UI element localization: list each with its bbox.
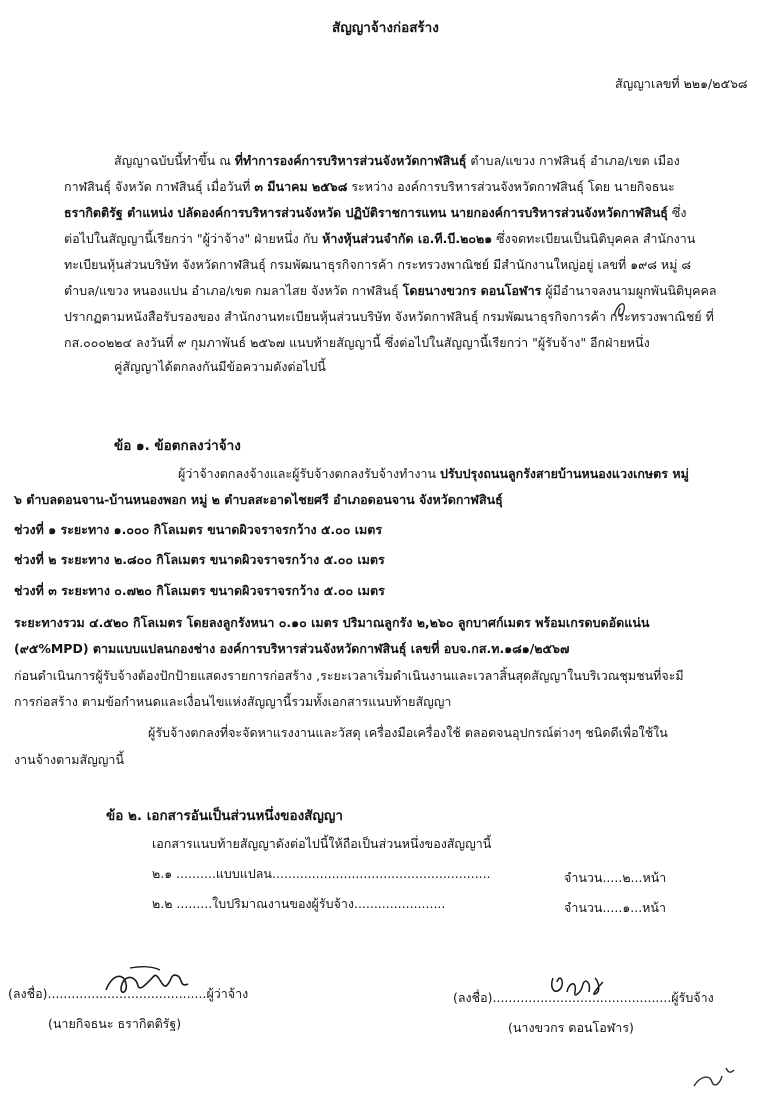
- intro-line-1: [114, 153, 680, 169]
- intro-text: ตำบล/แขวง กาฬสินธุ์ อำเภอ/เขต เมือง: [466, 153, 680, 168]
- intro-line-9: [114, 359, 326, 375]
- intro-bold: ๓ มีนาคม ๒๕๖๘: [254, 179, 348, 194]
- labor-line-1: ผู้รับจ้างตกลงที่จะจัดหาแรงงานและวัสดุ เครื่องมือเครื่องใช้ ตลอดจนอุปกรณ์ต่างๆ ชนิดดีเพื่อใช้ใน: [148, 725, 668, 740]
- employer-name: (นายกิจธนะ ธรากิตติรัฐ): [48, 1016, 182, 1031]
- sign-line-1: ก่อนดำเนินการผู้รับจ้างต้องปักป้ายแสดงรายการก่อสร้าง ,ระยะเวลาเริ่มดำเนินงานและเวลาสิ้นสุดสัญญาในบริเวณชุมชนที่จะมี: [14, 668, 684, 683]
- contractor-name: (นางขวกร ดอนโอฬาร): [508, 1020, 634, 1035]
- employer-signature: [100, 962, 196, 1002]
- initials-mark: [690, 1062, 738, 1095]
- intro-bold: ห้างหุ้นส่วนจำกัด เอ.ที.บี.๒๐๒๑: [322, 231, 493, 246]
- doc-item-1: ๒.๑ ..........แบบแปลน.......................................................: [152, 866, 491, 881]
- labor-line-2: งานจ้างตามสัญญานี้: [14, 752, 124, 767]
- initials-mark: [610, 296, 630, 325]
- employer-sign-line: (ลงชื่อ)........................................ผู้ว่าจ้าง: [8, 986, 249, 1001]
- intro-text: ต่อไปในสัญญานี้เรียกว่า "ผู้ว่าจ้าง" ฝ่ายหนึ่ง กับ: [64, 231, 323, 246]
- contractor-signature: [545, 968, 609, 1002]
- document-title: สัญญาจ้างก่อสร้าง: [332, 20, 439, 36]
- intro-text: ซึ่งจดทะเบียนเป็นนิติบุคคล สำนักงาน: [492, 231, 696, 246]
- intro-text: กส.๐๐๐๒๒๔ ลงวันที่ ๙ กุมภาพันธ์ ๒๕๖๗ แนบท้ายสัญญานี้ ซึ่งต่อไปในสัญญานี้เรียกว่า "ผู้รับจ้าง" อีกฝ่ายหนึ่ง: [64, 335, 650, 350]
- intro-text: ผู้มีอำนาจลงนามผูกพันนิติบุคคล: [541, 283, 717, 298]
- intro-line-3: [64, 205, 686, 221]
- intro-bold: ที่ทำการองค์การบริหารส่วนจังหวัดกาฬสินธุ์: [234, 153, 467, 168]
- doc-item-2: ๒.๒ .........ใบปริมาณงานของผู้รับจ้าง.......................: [152, 896, 446, 911]
- intro-text: ระหว่าง องค์การบริหารส่วนจังหวัดกาฬสินธุ์ โดย นายกิจธนะ: [347, 179, 675, 194]
- intro-line-5: [64, 257, 691, 273]
- intro-text: สัญญาฉบับนี้ทำขึ้น ณ: [114, 153, 235, 168]
- clause1-bold: ปรับปรุงถนนลูกรังสายบ้านหนองแวงเกษตร หมู่: [440, 466, 689, 481]
- intro-text: กาฬสินธุ์ จังหวัด กาฬสินธุ์ เมื่อวันที่: [64, 179, 255, 194]
- intro-text: ทะเบียนหุ้นส่วนบริษัท จังหวัดกาฬสินธุ์ กรมพัฒนาธุรกิจการค้า กระทรวงพาณิชย์ มีสำนักงานใหญ่อยู่ เลขที่ ๑๙๘ หมู่ ๘: [64, 257, 692, 272]
- clause1-text: ผู้ว่าจ้างตกลงจ้างและผู้รับจ้างตกลงรับจ้างทำงาน: [178, 466, 440, 481]
- intro-bold: โดยนางขวกร ดอนโอฬาร: [402, 283, 542, 298]
- clause2-heading: ข้อ ๒. เอกสารอันเป็นส่วนหนึ่งของสัญญา: [106, 808, 344, 824]
- intro-text: ตำบล/แขวง หนองแปน อำเภอ/เขต กมลาไสย จังหวัด กาฬสินธุ์: [64, 283, 403, 298]
- sign-line-2: การก่อสร้าง ตามข้อกำหนดและเงื่อนไขแห่งสัญญานี้รวมทั้งเอกสารแนบท้ายสัญญา: [14, 694, 452, 709]
- segment-3: ช่วงที่ ๓ ระยะทาง ๐.๗๒๐ กิโลเมตร ขนาดผิวจราจรกว้าง ๕.๐๐ เมตร: [14, 583, 385, 598]
- segment-1: ช่วงที่ ๑ ระยะทาง ๑.๐๐๐ กิโลเมตร ขนาดผิวจราจรกว้าง ๕.๐๐ เมตร: [14, 522, 383, 537]
- clause2-intro: เอกสารแนบท้ายสัญญาดังต่อไปนี้ให้ถือเป็นส่วนหนึ่งของสัญญานี้: [152, 836, 492, 851]
- intro-line-4: [64, 231, 695, 247]
- total-distance-line: ระยะทางรวม ๔.๕๒๐ กิโลเมตร โดยลงลูกรังหนา ๐.๑๐ เมตร ปริมาณลูกรัง ๒,๒๖๐ ลูกบาศก์เมตร พร้อมเกรดบดอัดแน่น: [14, 615, 650, 630]
- clause1-line2: ๖ ตำบลดอนจาน-บ้านหนองพอก หมู่ ๒ ตำบลสะอาดไชยศรี อำเภอดอนจาน จังหวัดกาฬสินธุ์: [14, 492, 503, 507]
- doc-item-1-count: จำนวน.....๒...หน้า: [564, 870, 667, 885]
- segment-2: ช่วงที่ ๒ ระยะทาง ๒.๘๐๐ กิโลเมตร ขนาดผิวจราจรกว้าง ๕.๐๐ เมตร: [14, 552, 385, 567]
- intro-text: คู่สัญญาได้ตกลงกันมีข้อความดังต่อไปนี้: [114, 359, 326, 374]
- clause1-line1: [178, 466, 689, 482]
- intro-line-2: [64, 179, 675, 195]
- doc-item-2-count: จำนวน.....๑...หน้า: [564, 900, 666, 915]
- intro-bold: ธรากิตติรัฐ ตำแหน่ง ปลัดองค์การบริหารส่วนจังหวัด ปฏิบัติราชการแทน นายกองค์การบริหารส่วนจังหวัดกาฬสินธุ์: [64, 205, 668, 220]
- clause1-heading: ข้อ ๑. ข้อตกลงว่าจ้าง: [114, 438, 241, 454]
- intro-line-8: [64, 335, 650, 351]
- mpd-line: (๙๕%MPD) ตามแบบแปลนกองช่าง องค์การบริหารส่วนจังหวัดกาฬสินธุ์ เลขที่ อบจ.กส.ท.๑๘๑/๒๕๖๗: [14, 641, 570, 656]
- contractor-sign-line: (ลงชื่อ).............................................ผู้รับจ้าง: [453, 990, 714, 1005]
- intro-text: ปรากฏตามหนังสือรับรองของ สำนักงานทะเบียนหุ้นส่วนบริษัท จังหวัดกาฬสินธุ์ กรมพัฒนาธุรกิจการค้า กระทรวงพาณิชย์ ที่: [64, 309, 714, 324]
- contract-number: สัญญาเลขที่ ๒๒๑/๒๕๖๘: [615, 76, 748, 91]
- intro-text: ซึ่ง: [667, 205, 687, 220]
